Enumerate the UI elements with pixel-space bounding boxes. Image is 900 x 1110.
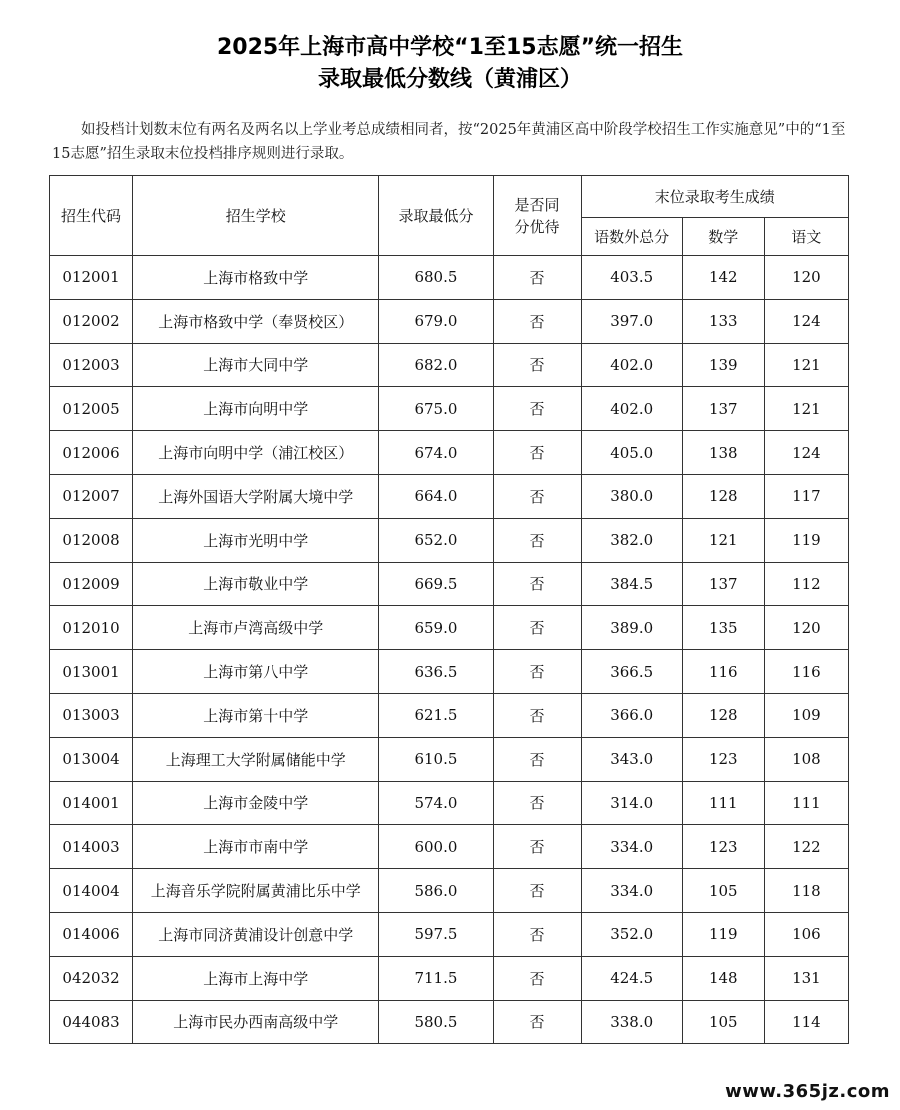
cell-total: 403.5 [581,256,682,300]
cell-math: 138 [682,431,764,475]
cell-total: 352.0 [581,912,682,956]
cell-math: 133 [682,299,764,343]
cell-school: 上海外国语大学附属大境中学 [133,474,379,518]
cell-code: 042032 [50,956,133,1000]
cell-min-score: 610.5 [379,737,493,781]
cell-total: 389.0 [581,606,682,650]
cell-code: 014004 [50,869,133,913]
cell-priority: 否 [493,693,581,737]
cell-math: 137 [682,387,764,431]
cell-priority: 否 [493,781,581,825]
table-row [50,781,849,825]
cell-total: 405.0 [581,431,682,475]
header-chinese: 语文 [764,218,848,256]
cell-math: 137 [682,562,764,606]
cell-chinese: 119 [764,518,848,562]
cell-school: 上海市同济黄浦设计创意中学 [133,912,379,956]
cell-total: 314.0 [581,781,682,825]
cell-code: 013001 [50,650,133,694]
cell-priority: 否 [493,343,581,387]
cell-math: 105 [682,1000,764,1044]
cell-school: 上海市第十中学 [133,693,379,737]
cell-math: 119 [682,912,764,956]
cell-total: 338.0 [581,1000,682,1044]
cell-chinese: 131 [764,956,848,1000]
cell-code: 012008 [50,518,133,562]
cell-chinese: 122 [764,825,848,869]
table-row [50,912,849,956]
cell-math: 105 [682,869,764,913]
cell-priority: 否 [493,606,581,650]
cell-priority: 否 [493,518,581,562]
cell-chinese: 117 [764,474,848,518]
cell-priority: 否 [493,387,581,431]
cell-code: 012007 [50,474,133,518]
cell-min-score: 711.5 [379,956,493,1000]
cell-priority: 否 [493,825,581,869]
admission-rule-note: 如投档计划数末位有两名及两名以上学业考总成绩相同者，按“2025年黄浦区高中阶段学校招生工作实施意见”中的“1至15志愿”招生录取末位投档排序规则进行录取。 [52,122,846,162]
table-row [50,825,849,869]
cell-school: 上海市格致中学（奉贤校区） [133,299,379,343]
cell-priority: 否 [493,562,581,606]
cell-chinese: 112 [764,562,848,606]
cell-code: 013003 [50,693,133,737]
cell-code: 012002 [50,299,133,343]
cell-math: 148 [682,956,764,1000]
site-watermark: www.365jz.com [725,1081,890,1102]
table-row [50,650,849,694]
cell-min-score: 586.0 [379,869,493,913]
cell-school: 上海市卢湾高级中学 [133,606,379,650]
cell-total: 384.5 [581,562,682,606]
cell-school: 上海市格致中学 [133,256,379,300]
admission-score-table [49,175,849,1044]
table-row [50,693,849,737]
header-min-score: 录取最低分 [379,176,493,256]
cell-priority: 否 [493,474,581,518]
cell-chinese: 124 [764,431,848,475]
table-row [50,737,849,781]
cell-school: 上海市大同中学 [133,343,379,387]
cell-min-score: 675.0 [379,387,493,431]
cell-min-score: 652.0 [379,518,493,562]
cell-priority: 否 [493,956,581,1000]
cell-school: 上海市第八中学 [133,650,379,694]
table-row [50,869,849,913]
cell-code: 012010 [50,606,133,650]
cell-min-score: 574.0 [379,781,493,825]
cell-chinese: 109 [764,693,848,737]
header-priority [493,176,581,256]
cell-code: 044083 [50,1000,133,1044]
cell-code: 014003 [50,825,133,869]
cell-min-score: 600.0 [379,825,493,869]
cell-math: 135 [682,606,764,650]
cell-priority: 否 [493,256,581,300]
cell-chinese: 121 [764,387,848,431]
cell-math: 128 [682,474,764,518]
cell-total: 402.0 [581,343,682,387]
cell-school: 上海市光明中学 [133,518,379,562]
cell-chinese: 120 [764,606,848,650]
cell-math: 139 [682,343,764,387]
cell-min-score: 664.0 [379,474,493,518]
cell-priority: 否 [493,737,581,781]
cell-min-score: 669.5 [379,562,493,606]
cell-total: 402.0 [581,387,682,431]
cell-school: 上海市敬业中学 [133,562,379,606]
cell-math: 116 [682,650,764,694]
cell-total: 382.0 [581,518,682,562]
cell-code: 014006 [50,912,133,956]
cell-chinese: 106 [764,912,848,956]
cell-code: 012009 [50,562,133,606]
cell-chinese: 111 [764,781,848,825]
cell-priority: 否 [493,1000,581,1044]
cell-total: 397.0 [581,299,682,343]
cell-chinese: 124 [764,299,848,343]
cell-total: 424.5 [581,956,682,1000]
table-body [50,256,849,1044]
cell-priority: 否 [493,650,581,694]
cell-school: 上海理工大学附属储能中学 [133,737,379,781]
cell-code: 013004 [50,737,133,781]
cell-math: 111 [682,781,764,825]
cell-total: 366.5 [581,650,682,694]
cell-priority: 否 [493,299,581,343]
cell-math: 128 [682,693,764,737]
cell-min-score: 580.5 [379,1000,493,1044]
cell-math: 123 [682,825,764,869]
cell-chinese: 120 [764,256,848,300]
cell-min-score: 680.5 [379,256,493,300]
cell-priority: 否 [493,912,581,956]
header-total: 语数外总分 [581,218,682,256]
cell-school: 上海市市南中学 [133,825,379,869]
cell-school: 上海音乐学院附属黄浦比乐中学 [133,869,379,913]
cell-min-score: 682.0 [379,343,493,387]
cell-chinese: 116 [764,650,848,694]
header-school: 招生学校 [133,176,379,256]
table-row [50,343,849,387]
cell-chinese: 118 [764,869,848,913]
cell-priority: 否 [493,869,581,913]
table-row [50,299,849,343]
cell-school: 上海市金陵中学 [133,781,379,825]
cell-school: 上海市上海中学 [133,956,379,1000]
header-priority-label: 是否同分优待 [514,195,560,236]
cell-min-score: 659.0 [379,606,493,650]
cell-math: 123 [682,737,764,781]
table-row [50,562,849,606]
cell-min-score: 621.5 [379,693,493,737]
cell-code: 014001 [50,781,133,825]
cell-chinese: 114 [764,1000,848,1044]
table-row [50,956,849,1000]
cell-school: 上海市向明中学（浦江校区） [133,431,379,475]
document-title-line-2: 录取最低分数线（黄浦区） [317,67,582,92]
cell-school: 上海市民办西南高级中学 [133,1000,379,1044]
header-math: 数学 [682,218,764,256]
cell-code: 012006 [50,431,133,475]
table-row [50,606,849,650]
cell-min-score: 636.5 [379,650,493,694]
cell-total: 380.0 [581,474,682,518]
table-row [50,256,849,300]
cell-total: 366.0 [581,693,682,737]
cell-code: 012005 [50,387,133,431]
header-last-admitted-group: 末位录取考生成绩 [581,176,848,218]
cell-chinese: 121 [764,343,848,387]
table-row [50,387,849,431]
cell-school: 上海市向明中学 [133,387,379,431]
cell-min-score: 674.0 [379,431,493,475]
header-code: 招生代码 [50,176,133,256]
cell-code: 012001 [50,256,133,300]
table-row [50,474,849,518]
cell-min-score: 597.5 [379,912,493,956]
cell-code: 012003 [50,343,133,387]
cell-total: 343.0 [581,737,682,781]
cell-priority: 否 [493,431,581,475]
table-row [50,431,849,475]
cell-math: 142 [682,256,764,300]
cell-total: 334.0 [581,825,682,869]
cell-chinese: 108 [764,737,848,781]
cell-total: 334.0 [581,869,682,913]
table-row [50,1000,849,1044]
cell-min-score: 679.0 [379,299,493,343]
cell-math: 121 [682,518,764,562]
table-row [50,518,849,562]
document-title-line-1: 2025年上海市高中学校“1至15志愿”统一招生 [216,35,684,60]
